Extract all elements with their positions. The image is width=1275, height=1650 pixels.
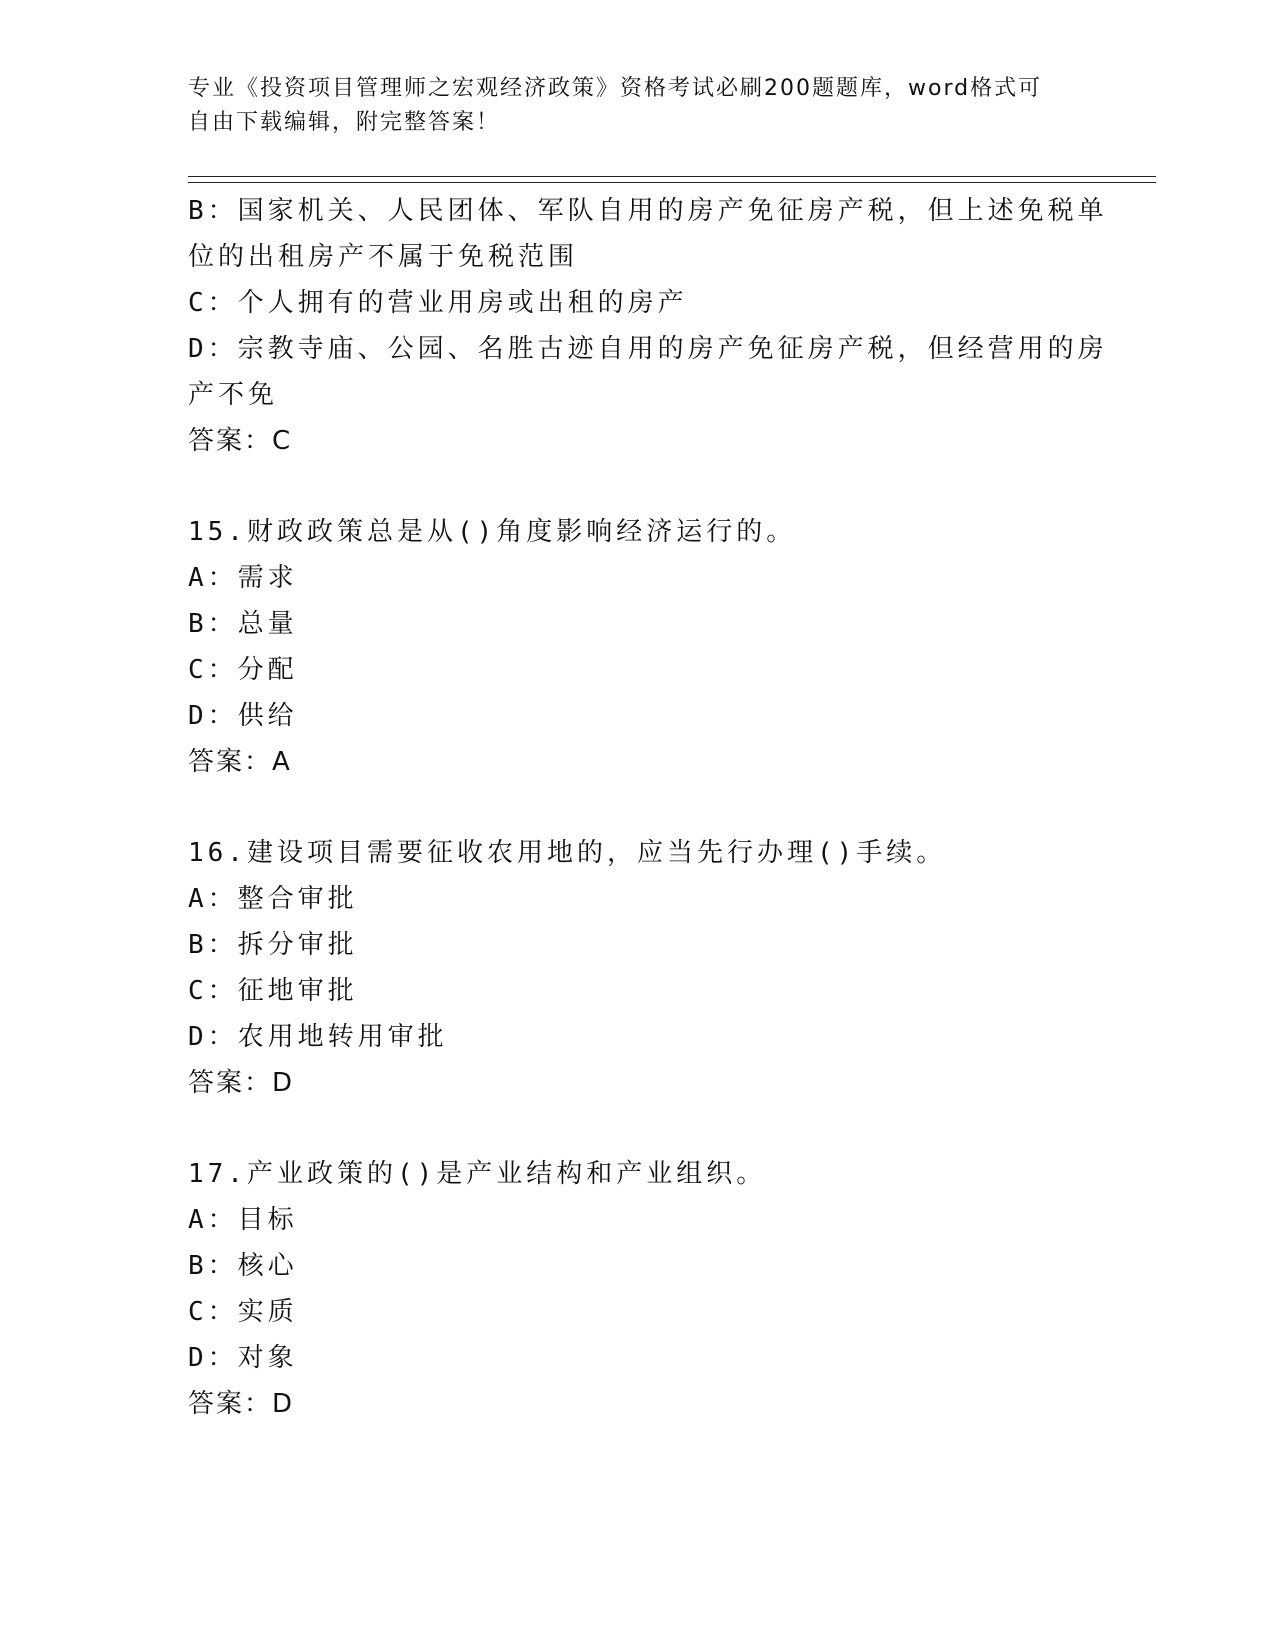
answer: 答案：C: [188, 426, 293, 456]
question-stem: 15.财政政策总是从()角度影响经济运行的。: [188, 517, 797, 547]
question-gap: [188, 464, 1088, 509]
previous-question-block: [188, 188, 1108, 464]
answer: 答案：D: [188, 1068, 295, 1098]
option-d: D：供给: [188, 701, 298, 731]
question-17: [188, 1151, 1088, 1427]
header-line-1: 专业《投资项目管理师之宏观经济政策》资格考试必刷200题题库，word格式可: [188, 76, 1043, 101]
option-d: D：对象: [188, 1343, 298, 1373]
option-b: B：拆分审批: [188, 930, 358, 960]
document-header: [188, 72, 1068, 140]
question-content: [188, 188, 1108, 1427]
question-stem: 17.产业政策的()是产业结构和产业组织。: [188, 1159, 767, 1189]
option-a: A：需求: [188, 563, 298, 593]
option-d-line-1: D：宗教寺庙、公园、名胜古迹自用的房产免征房产税，但经营用的房: [188, 334, 1108, 364]
answer: 答案：A: [188, 747, 292, 777]
option-a: A：目标: [188, 1205, 298, 1235]
option-c: C：个人拥有的营业用房或出租的房产: [188, 288, 688, 318]
option-d-line-2: 产不免: [188, 380, 279, 410]
option-b-line-1: B：国家机关、人民团体、军队自用的房产免征房产税，但上述免税单: [188, 196, 1108, 226]
header-line-2: 自由下载编辑，附完整答案！: [188, 110, 501, 135]
option-b: B：总量: [188, 609, 298, 639]
header-rule-bottom: [188, 182, 1156, 183]
option-a: A：整合审批: [188, 884, 358, 914]
option-d: D：农用地转用审批: [188, 1022, 448, 1052]
option-c: C：分配: [188, 655, 298, 685]
option-b: B：核心: [188, 1251, 298, 1281]
option-c: C：实质: [188, 1297, 298, 1327]
header-rule-top: [188, 176, 1156, 177]
option-c: C：征地审批: [188, 976, 358, 1006]
question-gap: [188, 1106, 1088, 1151]
question-16: [188, 830, 1088, 1106]
question-gap: [188, 785, 1088, 830]
answer: 答案：D: [188, 1389, 295, 1419]
question-stem: 16.建设项目需要征收农用地的，应当先行办理()手续。: [188, 838, 947, 868]
question-15: [188, 509, 1088, 785]
option-b-line-2: 位的出租房产不属于免税范围: [188, 242, 579, 272]
